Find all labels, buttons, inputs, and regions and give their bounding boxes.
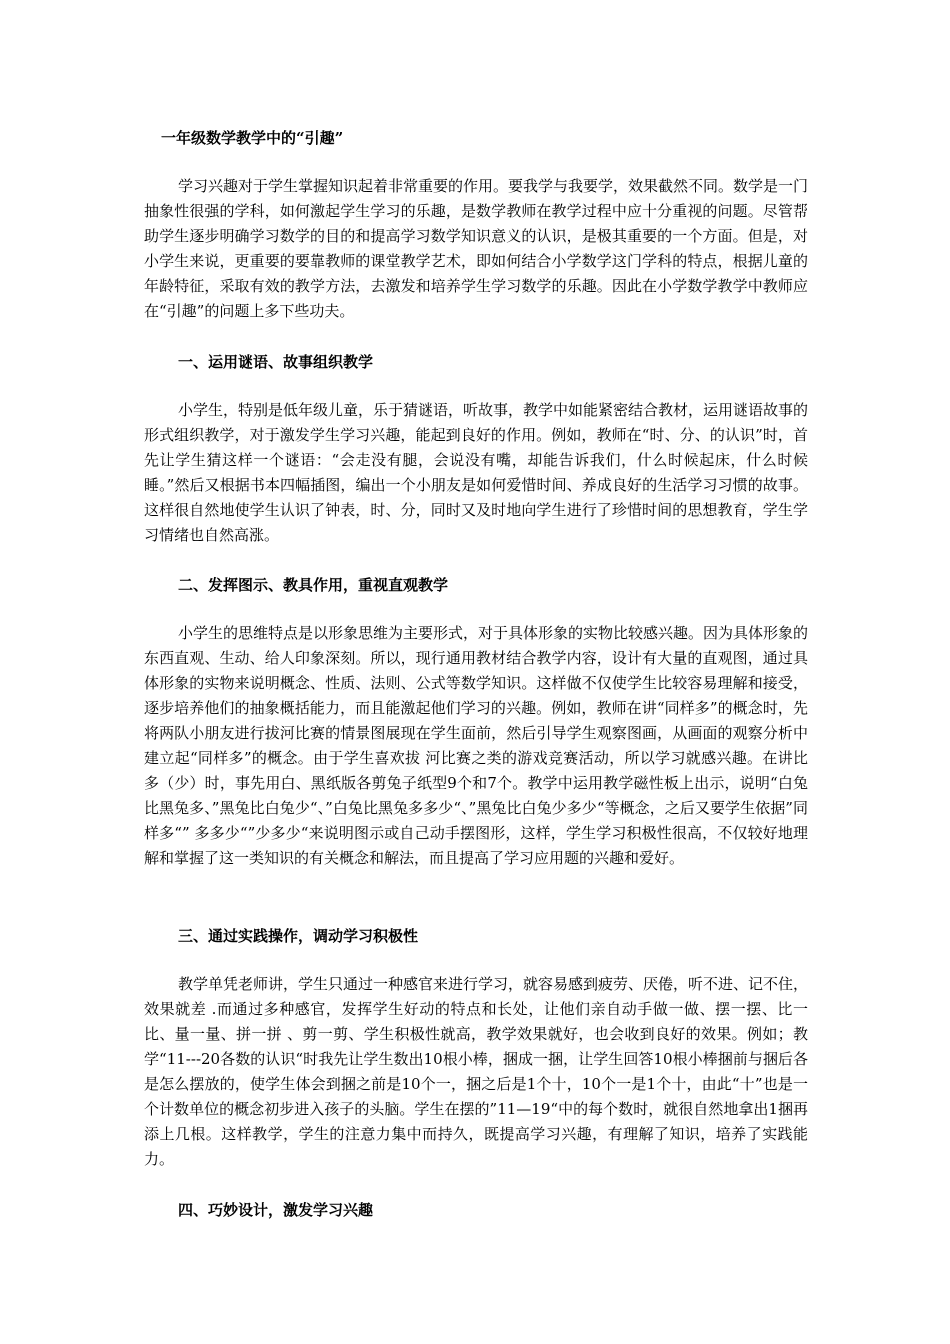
section-heading-4: 四、巧妙设计，激发学习兴趣 — [178, 1201, 374, 1219]
section-body-3: 教学单凭老师讲，学生只通过一种感官来进行学习，就容易感到疲劳、厌倦，听不进、记不住，效果就差 .而通过多种感官，发挥学生好动的特点和长处，让他们亲自动手做一做、摆一摆、比一比、量一量、拼一拼 、剪一剪、学生积极性就高，教学效果就好，也会收到良好的效果。例如；教学“11---20各数的认识“时我先让学生数出10根小棒，捆成一捆，让学生回答10根小棒捆前与捆后各是怎么摆放的，使学生体会到捆之前是10个一，捆之后是1个十，10个一是1个十，由此“十”也是一个计数单位的概念初步进入孩子的头脑。学生在摆的”11—19“中的每个数时，就很自然地拿出1捆再添上几根。这样教学，学生的注意力集中而持久，既提高学习兴趣，有理解了知识，培养了实践能力。 — [144, 975, 809, 1168]
section-body-1: 小学生，特别是低年级儿童，乐于猜谜语，听故事，教学中如能紧密结合教材，运用谜语故事的形式组织教学，对于激发学生学习兴趣，能起到良好的作用。例如，教师在“时、分、的认识”时，首先让学生猜这样一个谜语：“会走没有腿，会说没有嘴，却能告诉我们，什么时候起床，什么时候睡。”然后又根据书本四幅插图，编出一个小朋友是如何爱惜时间、养成良好的生活学习习惯的故事。这样很自然地使学生认识了钟表，时、分，同时又及时地向学生进行了珍惜时间的思想教育，学生学习情绪也自然高涨。 — [144, 401, 809, 544]
section-heading-3: 三、通过实践操作，调动学习积极性 — [178, 927, 419, 945]
document-title: 一年级数学教学中的“引趣” — [161, 129, 344, 147]
intro-paragraph: 学习兴趣对于学生掌握知识起着非常重要的作用。要我学与我要学，效果截然不同。数学是一门抽象性很强的学科，如何激起学生学习的乐趣，是数学教师在教学过程中应十分重视的问题。尽管帮助学生逐步明确学习数学的目的和提高学习数学知识意义的认识，是极其重要的一个方面。但是，对小学生来说，更重要的要靠教师的课堂教学艺术，即如何结合小学数学这门学科的特点，根据儿童的年龄特征，采取有效的教学方法，去激发和培养学生学习数学的乐趣。因此在小学数学教学中教师应在“引趣”的问题上多下些功夫。 — [144, 177, 809, 320]
section-heading-2: 二、发挥图示、教具作用，重视直观教学 — [178, 576, 449, 594]
section-heading-1: 一、运用谜语、故事组织教学 — [178, 353, 374, 371]
section-body-2: 小学生的思维特点是以形象思维为主要形式，对于具体形象的实物比较感兴趣。因为具体形象的东西直观、生动、给人印象深刻。所以，现行通用教材结合教学内容，设计有大量的直观图，通过具体形象的实物来说明概念、性质、法则、公式等数学知识。这样做不仅使学生比较容易理解和接受，逐步培养他们的抽象概括能力，而且能激起他们学习的兴趣。例如，教师在讲“同样多”的概念时，先将两队小朋友进行拔河比赛的情景图展现在学生面前，然后引导学生观察图画，从画面的观察分析中建立起“同样多”的概念。由于学生喜欢拔 河比赛之类的游戏竞赛活动，所以学习就感兴趣。在讲比多（少）时，事先用白、黑纸版各剪兔子纸型9个和7个。教学中运用教学磁性板上出示，说明“白兔比黑兔多、”黑兔比白兔少“、”白兔比黑兔多多少“、”黑兔比白兔少多少“等概念，之后又要学生依据”同样多“” 多多少“”少多少“来说明图示或自己动手摆图形，这样，学生学习积极性很高，不仅较好地理解和掌握了这一类知识的有关概念和解法，而且提高了学习应用题的兴趣和爱好。 — [144, 624, 809, 867]
